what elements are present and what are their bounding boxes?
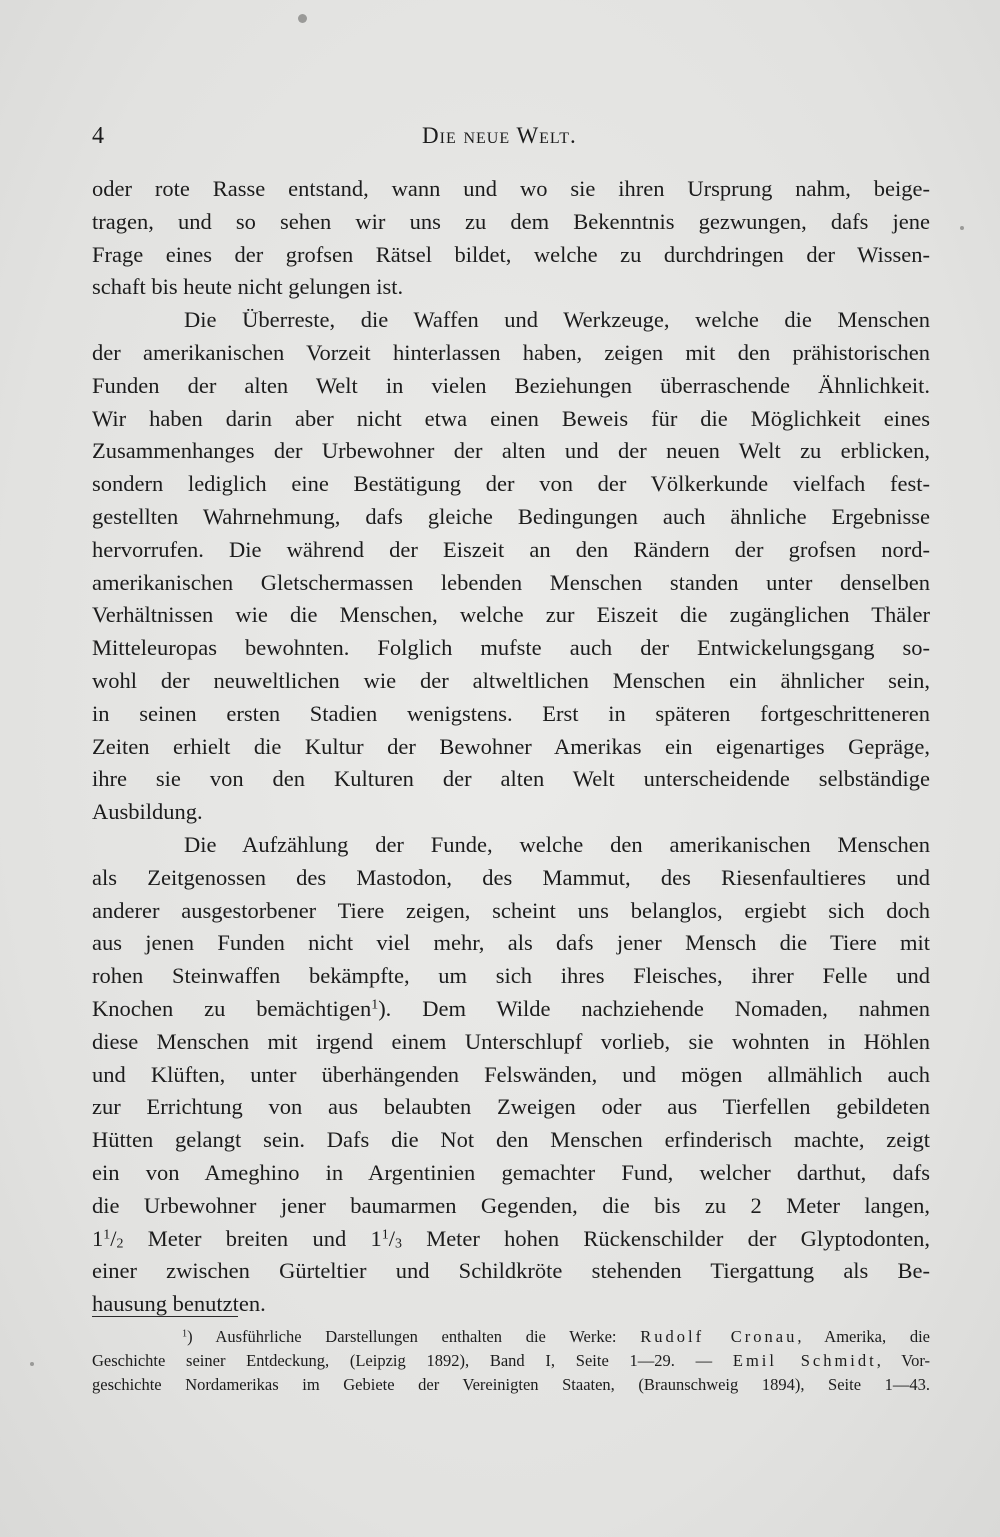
author-name: Emil Schmidt (732, 1351, 877, 1370)
page-number: 4 (92, 123, 104, 149)
text-line: als Zeitgenossen des Mastodon, des Mammut, des Riesenfaultieres und (92, 864, 930, 890)
footnote-divider (92, 1316, 238, 1317)
text-segment: Knochen zu bemächtigen (92, 995, 372, 1021)
fraction-numerator: 1 (103, 1226, 111, 1242)
footnote (92, 1325, 930, 1397)
text-line-with-fractions (92, 1223, 930, 1256)
text-line: schaft bis heute nicht gelungen ist. (92, 274, 404, 300)
text-line: aus jenen Funden nicht viel mehr, als dafs jener Mensch die Tiere mit (92, 930, 930, 956)
fraction-one-and-a-half: $1^1/_2$ (92, 1225, 124, 1251)
text-segment: Dem Wilde nachziehende Nomaden, nahmen (422, 995, 930, 1021)
footnote-marker-close: ) (187, 1327, 193, 1346)
fraction-denominator: 2 (116, 1235, 124, 1251)
text-line: die Urbewohner jener baumarmen Gegenden, die bis zu 2 Meter langen, (92, 1192, 930, 1218)
text-line: diese Menschen mit irgend einem Unterschlupf vorlieb, sie wohnten in Höhlen (92, 1028, 930, 1054)
text-line: in seinen ersten Stadien wenigstens. Erst in späteren fortgeschritteneren (92, 700, 930, 726)
footnote-text: Geschichte seiner Entdeckung, (Leipzig 1892), Band I, Seite 1—29. — (92, 1351, 713, 1370)
text-line: zur Errichtung von aus belaubten Zweigen oder aus Tierfellen gebildeten (92, 1094, 930, 1120)
text-line: Zeiten erhielt die Kultur der Bewohner Amerikas ein eigenartiges Gepräge, (92, 733, 930, 759)
text-line: und Klüften, unter überhängenden Felswänden, und mögen allmählich auch (92, 1061, 930, 1087)
text-line: Frage eines der grofsen Rätsel bildet, welche zu durchdringen der Wissen- (92, 241, 930, 267)
author-name: Rudolf Cronau (640, 1327, 798, 1346)
footnote-line (92, 1325, 930, 1349)
footnote-text: , Amerika, die (797, 1327, 930, 1346)
text-line: Mitteleuropas bewohnten. Folglich mufste auch der Entwickelungsgang so- (92, 635, 930, 661)
text-line: Die Überreste, die Waffen und Werkzeuge, welche die Menschen (184, 307, 930, 333)
text-line: einer zwischen Gürteltier und Schildkröte stehenden Tiergattung als Be- (92, 1258, 930, 1284)
fraction-whole: 1 (370, 1225, 382, 1251)
text-segment: Meter breiten und (147, 1225, 347, 1251)
fraction-whole: 1 (92, 1225, 104, 1251)
paper-speck (298, 14, 307, 23)
page-header (92, 120, 930, 160)
footnote-line: geschichte Nordamerikas im Gebiete der Vereinigten Staaten, (Braunschweig 1894), Seite 1—43. (92, 1375, 930, 1394)
paper-speck (960, 226, 964, 230)
fraction-numerator: 1 (381, 1226, 389, 1242)
text-segment: ). (378, 995, 392, 1021)
text-line-with-footnote-ref (92, 993, 930, 1026)
text-line: Hütten gelangt sein. Dafs die Not den Menschen erfinderisch machte, zeigt (92, 1127, 930, 1153)
text-segment: Meter hohen Rückenschilder der Glyptodonten, (426, 1225, 931, 1251)
text-line: amerikanischen Gletschermassen lebenden Menschen standen unter denselben (92, 569, 930, 595)
text-line: anderer ausgestorbener Tiere zeigen, scheint uns belanglos, ergiebt sich doch (92, 897, 930, 923)
text-line: wohl der neuweltlichen wie der altweltlichen Menschen ein ähnlicher sein, (92, 667, 930, 693)
text-line: ein von Ameghino in Argentinien gemachter Fund, welcher darthut, dafs (92, 1159, 930, 1185)
footnote-line (92, 1349, 930, 1373)
text-line: sondern lediglich eine Bestätigung der von der Völkerkunde vielfach fest- (92, 471, 930, 497)
running-title: Die neue Welt. (422, 123, 577, 148)
fraction-one-and-a-third: $1^1/_3$ (370, 1225, 402, 1251)
text-line: oder rote Rasse entstand, wann und wo sie ihren Ursprung nahm, beige- (92, 176, 930, 201)
text-line: tragen, und so sehen wir uns zu dem Bekenntnis gezwungen, dafs jene (92, 208, 930, 234)
text-line: Wir haben darin aber nicht etwa einen Beweis für die Möglichkeit eines (92, 405, 930, 431)
footnote-text: Ausführliche Darstellungen enthalten die Werke: (215, 1327, 617, 1346)
text-line: hervorrufen. Die während der Eiszeit an den Rändern der grofsen nord- (92, 536, 930, 562)
paper-speck (30, 1362, 34, 1366)
text-line: Ausbildung. (92, 799, 203, 825)
text-line: gestellten Wahrnehmung, dafs gleiche Bedingungen auch ähnliche Ergebnisse (92, 503, 930, 529)
text-line: ihre sie von den Kulturen der alten Welt unterscheidende selbständige (92, 766, 930, 792)
text-line: hausung benutzten. (92, 1291, 266, 1317)
text-line: Funden der alten Welt in vielen Beziehungen überraschende Ähnlichkeit. (92, 372, 930, 398)
footnote-text: , Vor- (876, 1351, 930, 1370)
text-line: rohen Steinwaffen bekämpfte, um sich ihres Fleisches, ihrer Felle und (92, 963, 930, 989)
body-text (92, 173, 930, 1321)
text-line: Verhältnissen wie die Menschen, welche zur Eiszeit die zugänglichen Thäler (92, 602, 930, 628)
footnote-reference[interactable]: 1 (371, 997, 379, 1013)
footnote-marker: 1 (182, 1328, 188, 1340)
fraction-denominator: 3 (394, 1235, 402, 1251)
text-line: Die Aufzählung der Funde, welche den amerikanischen Menschen (184, 831, 930, 857)
text-line: Zusammenhanges der Urbewohner der alten und der neuen Welt zu erblicken, (92, 438, 930, 464)
text-line: der amerikanischen Vorzeit hinterlassen haben, zeigen mit den prähistorischen (92, 339, 930, 365)
